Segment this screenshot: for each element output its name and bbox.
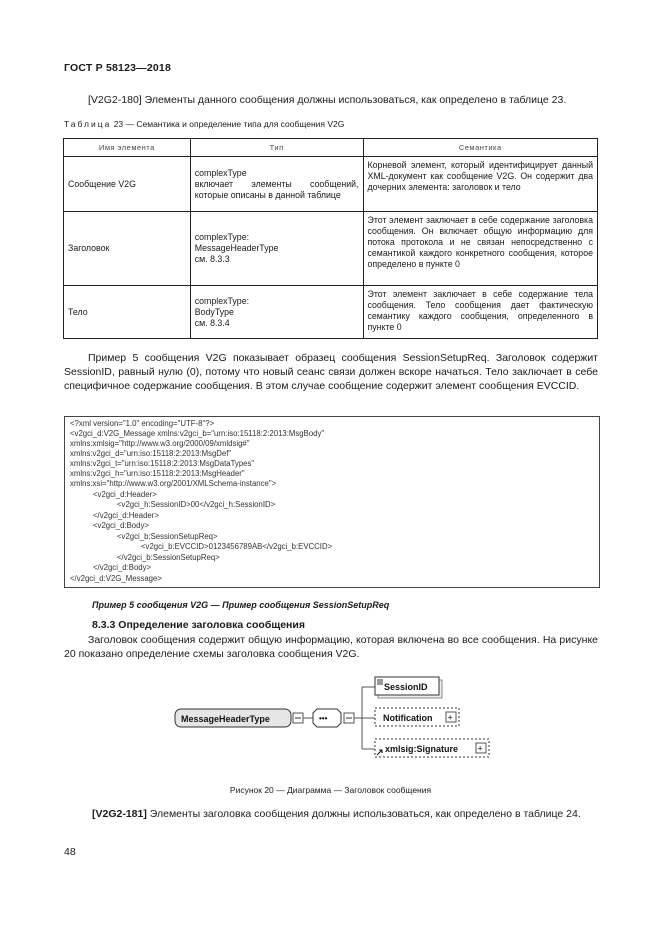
root-element-label: MessageHeaderType xyxy=(181,714,270,724)
code-line: xmlns:xmlsig="http://www.w3.org/2000/09/xmldsig#" xyxy=(70,439,250,448)
code-line: </v2gci_b:SessionSetupReq> xyxy=(117,553,220,562)
cell-type: complexType включает элементы сообщений, которые описаны в данной таблице xyxy=(190,157,363,212)
code-line: xmlns:xsi="http://www.w3.org/2001/XMLSchema-instance"> xyxy=(70,479,277,488)
cell-semantics: Этот элемент заключает в себе содержание заголовка сообщения. Он включает общую информацию для потока протокола и не связан непосредственно с семантикой каждого конкретного сообщения, которое определено в пункте 0 xyxy=(363,212,598,286)
code-line: </v2gci_d:Header> xyxy=(93,511,159,520)
code-line: <v2gci_d:V2G_Message xmlns:v2gci_b="urn:iso:15118:2:2013:MsgBody" xyxy=(70,429,325,438)
child-element-label: xmlsig:Signature xyxy=(385,744,459,754)
paragraph-header-definition: Заголовок сообщения содержит общую информацию, которая включена во все сообщения. На рисунке 20 показано определение схемы заголовка сообщения V2G. xyxy=(64,634,598,660)
code-line: <v2gci_d:Body> xyxy=(93,521,149,530)
code-line: xmlns:v2gci_h="urn:iso:15118:2:2013:MsgHeader" xyxy=(70,469,245,478)
table-row xyxy=(64,286,598,339)
expand-icon: + xyxy=(447,712,453,723)
figure-caption: Рисунок 20 — Диаграмма — Заголовок сообщения xyxy=(229,785,432,795)
schema-diagram xyxy=(0,670,661,775)
code-line: <v2gci_b:SessionSetupReq> xyxy=(117,532,218,541)
code-line: <v2gci_b:EVCCID>0123456789AB</v2gci_b:EVCCID> xyxy=(141,542,333,551)
table-row xyxy=(64,212,598,286)
cell-type: complexType: BodyType см. 8.3.4 xyxy=(190,286,363,339)
table-caption xyxy=(64,119,344,129)
xml-code-block xyxy=(64,416,600,588)
requirement-text: Элементы заголовка сообщения должны использоваться, как определено в таблице 24. xyxy=(146,808,581,820)
table-header-row xyxy=(64,139,598,157)
sequence-symbol: ••• xyxy=(319,714,328,723)
document-header: ГОСТ Р 58123—2018 xyxy=(64,62,172,74)
section-title: 8.3.3 Определение заголовка сообщения xyxy=(92,619,305,631)
code-line: xmlns:v2gci_t="urn:iso:15118:2:2013:MsgDataTypes" xyxy=(70,459,255,468)
paragraph-v2g2-180: [V2G2-180] Элементы данного сообщения должны использоваться, как определено в таблице 23. xyxy=(88,94,567,106)
cell-semantics: Этот элемент заключает в себе содержание тела сообщения. Тело сообщения дает фактическую семантику каждого сообщения, определенного в пункте 0 xyxy=(363,286,598,339)
cell-name: Сообщение V2G xyxy=(64,157,191,212)
table-row xyxy=(64,157,598,212)
cell-type: complexType: MessageHeaderType см. 8.3.3 xyxy=(190,212,363,286)
paragraph-v2g2-181 xyxy=(92,807,598,821)
code-line: <v2gci_d:Header> xyxy=(93,490,157,499)
page-number: 48 xyxy=(64,846,76,858)
column-header: Тип xyxy=(190,139,363,157)
expand-icon: + xyxy=(477,743,483,754)
requirement-tag: [V2G2-181] xyxy=(92,808,147,820)
code-line: <v2gci_h:SessionID>00</v2gci_h:SessionID> xyxy=(117,500,276,509)
table-caption-prefix: Таблица xyxy=(64,119,112,129)
cell-name: Заголовок xyxy=(64,212,191,286)
code-line: <?xml version="1.0" encoding="UTF-8"?> xyxy=(70,419,215,428)
paragraph-example-description: Пример 5 сообщения V2G показывает образец сообщения SessionSetupReq. Заголовок содержит SessionID, равный нулю (0), потому что новый сеанс связи должен вскоре начаться. Тело заключает в себе специфичное содержание сообщения. В этом случае сообщение содержит элемент сообщения EVCCID. xyxy=(64,352,598,392)
cell-semantics: Корневой элемент, который идентифицирует данный XML-документ как сообщение V2G. Он содержит два дочерних элемента: заголовок и тело xyxy=(363,157,598,212)
semantics-table xyxy=(63,138,598,339)
code-line: </v2gci_d:V2G_Message> xyxy=(70,574,162,583)
child-element-label: Notification xyxy=(383,713,433,723)
table-caption-text: 23 — Семантика и определение типа для сообщения V2G xyxy=(111,119,345,129)
code-line: xmlns:v2gci_d="urn:iso:15118:2:2013:MsgDef" xyxy=(70,449,232,458)
column-header: Имя элемента xyxy=(64,139,191,157)
code-line: </v2gci_d:Body> xyxy=(93,563,152,572)
example-caption: Пример 5 сообщения V2G — Пример сообщения SessionSetupReq xyxy=(92,600,390,610)
cell-name: Тело xyxy=(64,286,191,339)
child-element-label: SessionID xyxy=(384,682,428,692)
column-header: Семантика xyxy=(363,139,598,157)
